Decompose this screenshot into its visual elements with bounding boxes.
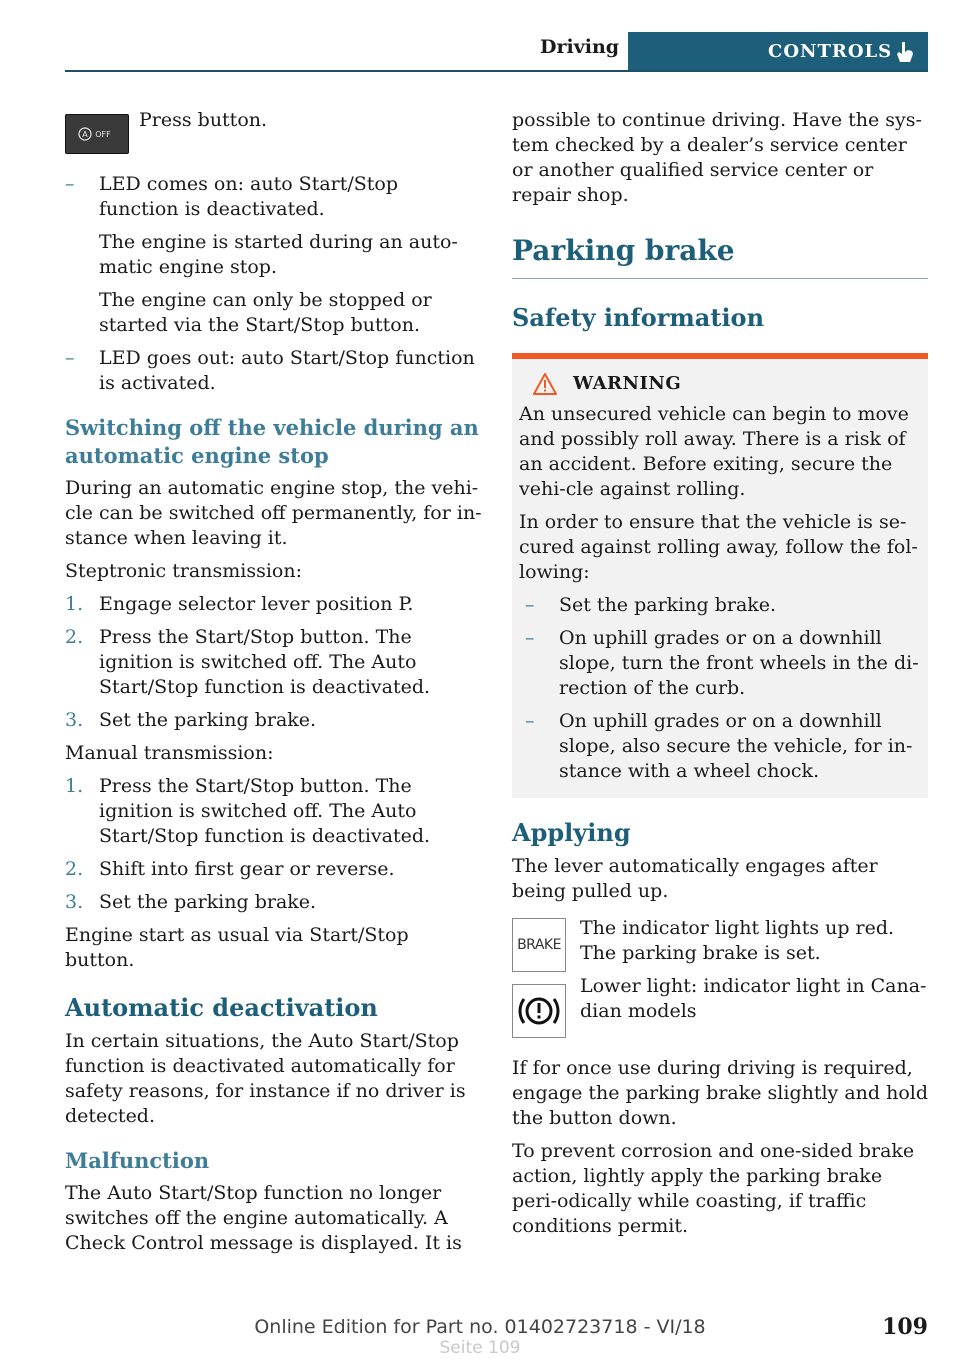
dash-marker: – [65, 347, 75, 369]
list-item: – On uphill grades or on a downhill slope, also secure the vehicle, for in‐stance with a wheel chock. [525, 709, 922, 784]
warning-title [519, 371, 922, 396]
switching-off-text: During an automatic engine stop, the vehi‐cle can be switched off permanently, for in‐stance when leaving it. [65, 477, 482, 549]
warning-text-1: An unsecured vehicle can begin to move and possibly roll away. There is a risk of an accident. Before exiting, secure the vehi‐cle against rolling. [519, 403, 909, 500]
list-item: 2. Shift into first gear or reverse. [65, 857, 483, 882]
svg-text:OFF: OFF [95, 130, 111, 139]
step-text: Press the Start/Stop button. The ignition is switched off. The Auto Start/Stop function is deactivated. [99, 626, 431, 698]
engine-start-text: Engine start as usual via Start/Stop button. [65, 924, 409, 971]
malfunction-heading: Malfunction [65, 1148, 210, 1173]
header-rule [65, 70, 928, 72]
driving-use-text: If for once use during driving is required, engage the parking brake slightly and hold the button down. [512, 1057, 929, 1129]
list-item: 3. Set the parking brake. [65, 890, 483, 915]
press-button-text: Press button. [139, 109, 268, 131]
parking-brake-heading: Parking brake [512, 234, 928, 279]
warning-item-text: Set the parking brake. [559, 594, 777, 616]
svg-text:A: A [82, 130, 88, 139]
list-item: 2. Press the Start/Stop button. The ignition is switched off. The Auto Start/Stop function is deactivated. [65, 625, 483, 700]
header-section: CONTROLS [768, 41, 893, 62]
page-number: 109 [882, 1314, 928, 1340]
warning-item-text: On uphill grades or on a downhill slope, turn the front wheels in the di‐rection of the curb. [559, 627, 919, 699]
brake-indicator-icon [512, 918, 566, 972]
warning-box [512, 353, 928, 798]
list-item: – On uphill grades or on a downhill slope, turn the front wheels in the di‐rection of the curb. [525, 626, 922, 701]
watermark-text: Seite 109 [439, 1338, 521, 1358]
header-chapter: Driving [540, 36, 620, 58]
warning-item-text: On uphill grades or on a downhill slope, also secure the vehicle, for in‐stance with a wheel chock. [559, 710, 913, 782]
safety-information-heading: Safety information [512, 303, 765, 332]
warning-triangle-icon [533, 373, 557, 395]
auto-deactivation-text: In certain situations, the Auto Start/Stop function is deactivated automatically for safety reasons, for instance if no driver is detected. [65, 1030, 466, 1127]
press-button-row [65, 108, 483, 158]
dash-marker: – [65, 173, 75, 195]
step-text: Shift into first gear or reverse. [99, 858, 395, 880]
continued-text: possible to continue driving. Have the sys‐tem checked by a dealer’s service center or another qualified service center or repair shop. [512, 109, 922, 206]
applying-heading: Applying [512, 818, 631, 847]
brake-label: BRAKE [517, 936, 561, 953]
hand-pointer-icon [894, 40, 916, 64]
list-item: 1. Engage selector lever position P. [65, 592, 483, 617]
step-text: Engage selector lever position P. [99, 593, 414, 615]
indicator-block [512, 916, 928, 1036]
list-item: 1. Press the Start/Stop button. The ignition is switched off. The Auto Start/Stop function is deactivated. [65, 774, 483, 849]
step-text: Set the parking brake. [99, 709, 317, 731]
auto-start-stop-off-button-icon [65, 114, 129, 154]
left-column [65, 108, 483, 1264]
led-off-text: LED goes out: auto Start/Stop function is activated. [99, 347, 475, 394]
corrosion-text: To prevent corrosion and one-sided brake action, lightly apply the parking brake peri‐odically while coasting, if traffic conditions permit. [512, 1140, 915, 1237]
indicator-text-2: Lower light: indicator light in Cana‐dian models [580, 975, 927, 1022]
list-item [65, 172, 483, 338]
right-column [512, 108, 928, 1247]
list-item: 3. Set the parking brake. [65, 708, 483, 733]
list-item [65, 346, 483, 396]
led-on-sub2: The engine can only be stopped or started via the Start/Stop button. [99, 289, 432, 336]
steptronic-label: Steptronic transmission: [65, 560, 302, 582]
manual-label: Manual transmission: [65, 742, 274, 764]
indicator-text-1: The indicator light lights up red. The parking brake is set. [580, 917, 895, 964]
step-text: Press the Start/Stop button. The ignition is switched off. The Auto Start/Stop function is deactivated. [99, 775, 431, 847]
list-item: – Set the parking brake. [525, 593, 922, 618]
led-on-text: LED comes on: auto Start/Stop function is deactivated. [99, 173, 399, 220]
header-section-band [628, 32, 928, 71]
switching-off-heading: Switching off the vehicle during an automatic engine stop [65, 415, 479, 468]
led-on-sub1: The engine is started during an auto‐matic engine stop. [99, 231, 458, 278]
malfunction-text: The Auto Start/Stop function no longer switches off the engine automatically. A Check Control message is displayed. It is [65, 1182, 462, 1254]
edition-text: Online Edition for Part no. 01402723718 - VI/18 [254, 1316, 706, 1338]
parking-brake-warning-icon [512, 984, 566, 1038]
auto-deactivation-heading: Automatic deactivation [65, 993, 378, 1022]
warning-title-text: WARNING [573, 373, 682, 394]
step-text: Set the parking brake. [99, 891, 317, 913]
warning-text-2: In order to ensure that the vehicle is se‐cured against rolling away, follow the fol‐lowing: [519, 511, 918, 583]
applying-text: The lever automatically engages after being pulled up. [512, 855, 878, 902]
